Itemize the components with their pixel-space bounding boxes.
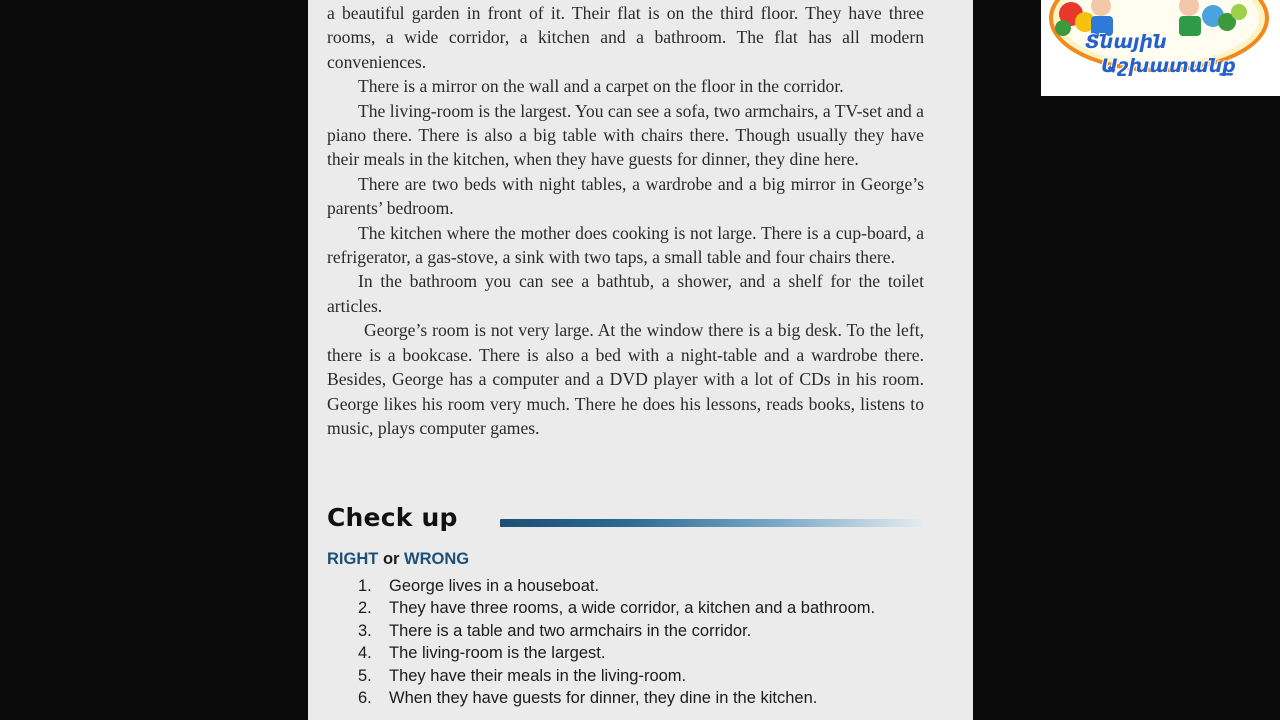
statement-list [358, 575, 924, 709]
item-text: There is a table and two armchairs in the corridor. [389, 621, 752, 640]
paragraph-bedroom: There are two beds with night tables, a wardrobe and a big mirror in George’s parents’ bedroom. [327, 173, 924, 219]
check-up-heading [327, 500, 924, 540]
item-number: 1. [358, 577, 372, 595]
item-text: The living-room is the largest. [389, 644, 606, 663]
list-item [358, 620, 924, 642]
logo-line-1: Տնային [1085, 31, 1167, 53]
list-item [358, 665, 924, 687]
item-number: 3. [358, 621, 372, 640]
list-item [358, 597, 924, 619]
paragraph-georges-room: George’s room is not very large. At the window there is a big desk. To the left, there is a bookcase. There is also a bed with a night-table and a wardrobe there. Besides, George has a computer and a DVD player with a lot of CDs in his room. George likes his room very much. There he does his lessons, reads books, listens to music, plays computer games. [327, 320, 924, 438]
or-label: or [382, 550, 400, 568]
homework-logo [1041, 0, 1280, 96]
item-number: 4. [358, 644, 372, 663]
item-text: They have their meals in the living-room. [389, 666, 687, 685]
paragraph-corridor: There is a mirror on the wall and a carpet on the floor in the corridor. [358, 76, 844, 97]
paragraph-living-room: The living-room is the largest. You can see a sofa, two armchairs, a TV-set and a piano there. There is also a big table with chairs there. Though usually they have their meals in the kitchen, when they have guests for dinner, they dine here. [327, 100, 924, 170]
heading-gradient-bar [500, 519, 924, 527]
paragraph-kitchen: The kitchen where the mother does cooking is not large. There is a cup-board, a refrigerator, a gas-stove, a sink with two taps, a small table and four chairs there. [327, 222, 924, 268]
list-item [358, 642, 924, 664]
textbook-page [308, 0, 973, 720]
right-or-wrong-instruction [327, 550, 469, 569]
item-number: 5. [358, 666, 372, 685]
item-text: When they have guests for dinner, they dine in the kitchen. [389, 689, 818, 708]
item-text: George lives in a houseboat. [389, 577, 600, 595]
right-label: RIGHT [327, 550, 379, 568]
paragraph-flat: a beautiful garden in front of it. Their flat is on the third floor. They have three rooms, a wide corridor, a kitchen and a bathroom. The flat has all modern conveniences. [327, 3, 924, 72]
item-number: 2. [358, 599, 372, 618]
logo-text [1075, 30, 1280, 78]
logo-line-2: Աշխատանք [1101, 55, 1236, 77]
list-item [358, 687, 924, 709]
item-number: 6. [358, 689, 372, 708]
paragraph-bathroom: In the bathroom you can see a bathtub, a shower, and a shelf for the toilet articles. [327, 271, 924, 316]
reading-text [327, 1, 924, 440]
item-text: They have three rooms, a wide corridor, a kitchen and a bathroom. [389, 599, 876, 618]
check-up-title: Check up [327, 503, 458, 532]
wrong-label: WRONG [404, 550, 470, 568]
list-item [358, 575, 924, 597]
